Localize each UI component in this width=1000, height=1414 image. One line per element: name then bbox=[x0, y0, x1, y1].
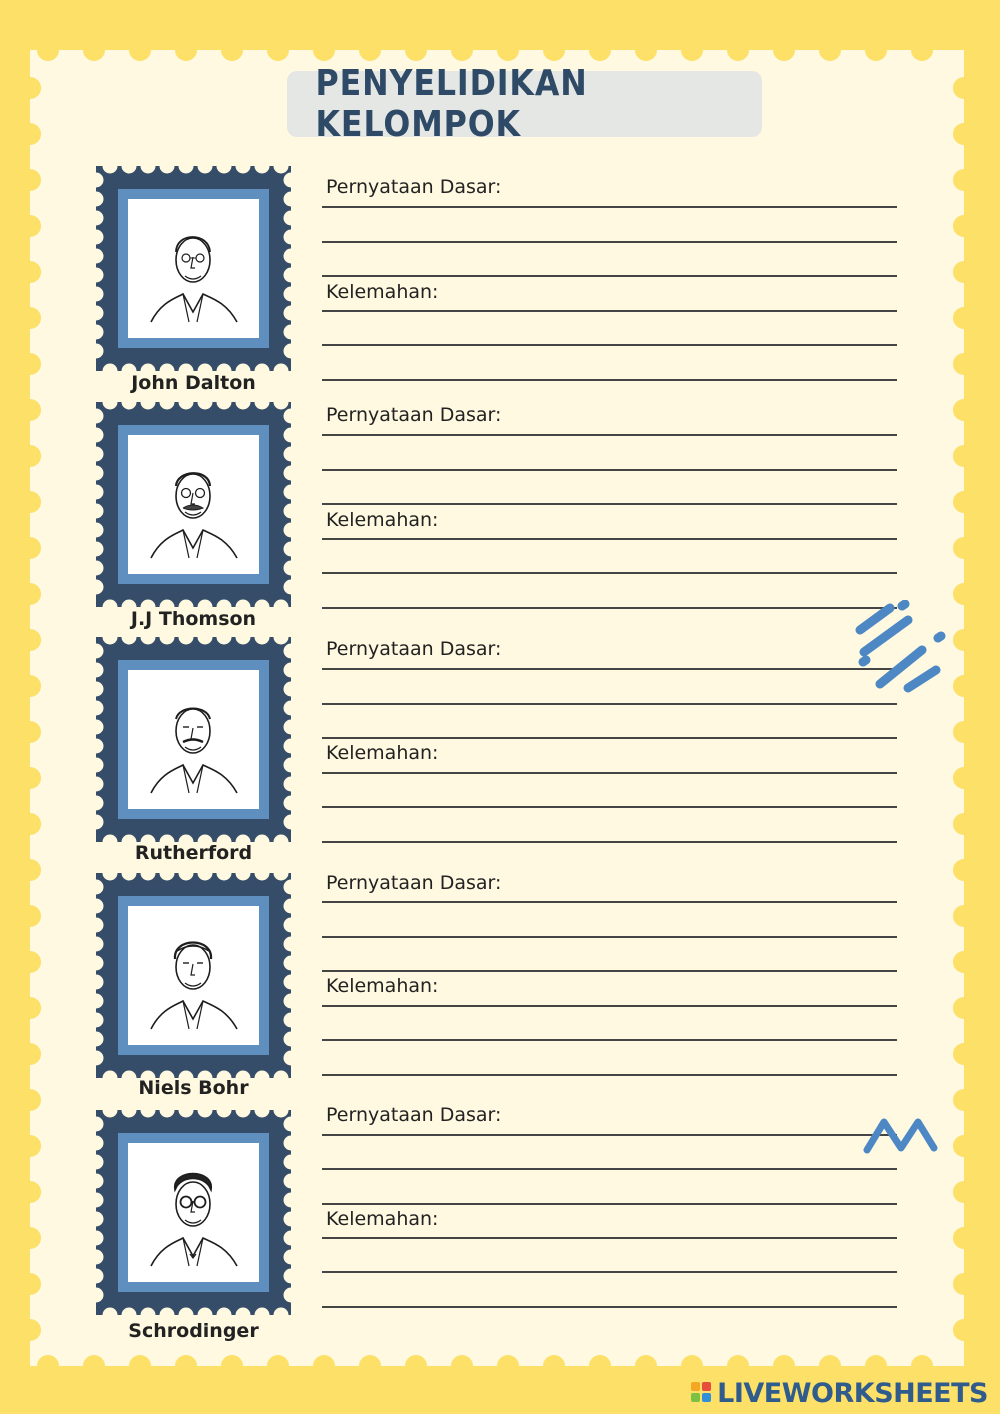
scientist-name: John Dalton bbox=[131, 372, 256, 394]
scallop-notch bbox=[543, 1355, 565, 1377]
scallop-notch bbox=[681, 39, 703, 61]
scientist-stamp bbox=[96, 873, 291, 1078]
scallop-notch bbox=[313, 1355, 335, 1377]
weakness-label: Kelemahan: bbox=[326, 281, 439, 303]
scallop-notch bbox=[865, 39, 887, 61]
scallop-notch bbox=[359, 1355, 381, 1377]
scallop-notch bbox=[19, 307, 41, 329]
scallop-notch bbox=[19, 813, 41, 835]
scallop-notch bbox=[221, 1355, 243, 1377]
scallop-notch bbox=[727, 1355, 749, 1377]
scallop-notch bbox=[953, 1227, 975, 1249]
liveworksheets-logo-icon bbox=[691, 1382, 713, 1404]
scallop-notch bbox=[19, 951, 41, 973]
scallop-notch bbox=[19, 721, 41, 743]
page-title: PENYELIDIKAN KELOMPOK bbox=[315, 63, 588, 145]
scallop-notch bbox=[19, 905, 41, 927]
answer-line[interactable] bbox=[322, 806, 897, 808]
answer-line[interactable] bbox=[322, 503, 897, 505]
weakness-label: Kelemahan: bbox=[326, 975, 439, 997]
scallop-notch bbox=[19, 1181, 41, 1203]
answer-line[interactable] bbox=[322, 572, 897, 574]
answer-line[interactable] bbox=[322, 379, 897, 381]
scallop-notch bbox=[953, 813, 975, 835]
scallop-notch bbox=[19, 399, 41, 421]
scallop-notch bbox=[19, 997, 41, 1019]
answer-line[interactable] bbox=[322, 275, 897, 277]
scallop-notch bbox=[19, 445, 41, 467]
scallop-notch bbox=[497, 1355, 519, 1377]
scallop-notch bbox=[19, 1227, 41, 1249]
scallop-notch bbox=[953, 767, 975, 789]
scallop-notch bbox=[865, 1355, 887, 1377]
scallop-notch bbox=[37, 39, 59, 61]
scallop-notch bbox=[953, 1273, 975, 1295]
answer-line[interactable] bbox=[322, 310, 897, 312]
basic-statement-label: Pernyataan Dasar: bbox=[326, 872, 502, 894]
scientist-stamp bbox=[96, 1110, 291, 1315]
scallop-notch bbox=[953, 859, 975, 881]
scallop-notch bbox=[635, 39, 657, 61]
answer-line[interactable] bbox=[322, 538, 897, 540]
zigzag-decoration-icon bbox=[862, 1114, 940, 1156]
scallop-notch bbox=[19, 859, 41, 881]
scallop-notch bbox=[451, 39, 473, 61]
scientist-stamp bbox=[96, 637, 291, 842]
scallop-notch bbox=[773, 1355, 795, 1377]
scallop-notch bbox=[175, 39, 197, 61]
scallop-notch bbox=[953, 629, 975, 651]
answer-line[interactable] bbox=[322, 703, 897, 705]
liveworksheets-brand bbox=[691, 1378, 988, 1408]
scallop-notch bbox=[953, 77, 975, 99]
scallop-notch bbox=[19, 1319, 41, 1341]
answer-line[interactable] bbox=[322, 772, 897, 774]
scallop-notch bbox=[83, 39, 105, 61]
scallop-notch bbox=[953, 997, 975, 1019]
scallop-notch bbox=[19, 1089, 41, 1111]
scallop-notch bbox=[635, 1355, 657, 1377]
scallop-notch bbox=[953, 445, 975, 467]
scallop-notch bbox=[953, 905, 975, 927]
title-banner bbox=[287, 63, 762, 145]
scallop-notch bbox=[953, 537, 975, 559]
scallop-notch bbox=[221, 39, 243, 61]
brand-name: LIVEWORKSHEETS bbox=[717, 1377, 988, 1409]
scallop-notch bbox=[405, 1355, 427, 1377]
weakness-label: Kelemahan: bbox=[326, 509, 439, 531]
answer-line[interactable] bbox=[322, 344, 897, 346]
scientist-stamp bbox=[96, 166, 291, 371]
scallop-notch bbox=[953, 1043, 975, 1065]
answer-line[interactable] bbox=[322, 206, 897, 208]
scallop-notch bbox=[589, 1355, 611, 1377]
basic-statement-label: Pernyataan Dasar: bbox=[326, 1104, 502, 1126]
answer-line[interactable] bbox=[322, 936, 897, 938]
scallop-notch bbox=[175, 1355, 197, 1377]
scallop-notch bbox=[953, 1089, 975, 1111]
scallop-notch bbox=[359, 39, 381, 61]
scallop-notch bbox=[313, 39, 335, 61]
scallop-notch bbox=[953, 951, 975, 973]
scallop-notch bbox=[953, 1181, 975, 1203]
scallop-notch bbox=[953, 583, 975, 605]
scallop-notch bbox=[83, 1355, 105, 1377]
scallop-notch bbox=[19, 491, 41, 513]
basic-statement-label: Pernyataan Dasar: bbox=[326, 176, 502, 198]
scallop-notch bbox=[19, 353, 41, 375]
answer-line[interactable] bbox=[322, 1203, 897, 1205]
scallop-notch bbox=[19, 1135, 41, 1157]
scallop-notch bbox=[953, 123, 975, 145]
answer-line[interactable] bbox=[322, 434, 897, 436]
scallop-notch bbox=[19, 537, 41, 559]
answer-line[interactable] bbox=[322, 668, 897, 670]
scallop-notch bbox=[405, 39, 427, 61]
scallop-notch bbox=[267, 39, 289, 61]
scallop-notch bbox=[819, 1355, 841, 1377]
answer-line[interactable] bbox=[322, 1074, 897, 1076]
scallop-notch bbox=[953, 215, 975, 237]
scallop-notch bbox=[129, 1355, 151, 1377]
answer-line[interactable] bbox=[322, 1237, 897, 1239]
scallop-notch bbox=[19, 169, 41, 191]
scallop-notch bbox=[953, 491, 975, 513]
scallop-notch bbox=[267, 1355, 289, 1377]
answer-line[interactable] bbox=[322, 970, 897, 972]
answer-line[interactable] bbox=[322, 1306, 897, 1308]
scallop-notch bbox=[727, 39, 749, 61]
answer-line[interactable] bbox=[322, 241, 897, 243]
basic-statement-label: Pernyataan Dasar: bbox=[326, 638, 502, 660]
scientist-name: Schrodinger bbox=[128, 1320, 259, 1342]
scallop-notch bbox=[953, 261, 975, 283]
answer-line[interactable] bbox=[322, 1271, 897, 1273]
scallop-notch bbox=[953, 399, 975, 421]
scallop-notch bbox=[911, 39, 933, 61]
scallop-notch bbox=[19, 215, 41, 237]
scallop-notch bbox=[451, 1355, 473, 1377]
scallop-notch bbox=[497, 39, 519, 61]
answer-line[interactable] bbox=[322, 1039, 897, 1041]
scallop-notch bbox=[19, 261, 41, 283]
scallop-notch bbox=[129, 39, 151, 61]
scallop-notch bbox=[953, 169, 975, 191]
answer-line[interactable] bbox=[322, 607, 897, 609]
weakness-label: Kelemahan: bbox=[326, 1208, 439, 1230]
answer-line[interactable] bbox=[322, 841, 897, 843]
scallop-notch bbox=[19, 675, 41, 697]
scallop-notch bbox=[773, 39, 795, 61]
scallop-notch bbox=[19, 1043, 41, 1065]
scallop-notch bbox=[37, 1355, 59, 1377]
scallop-notch bbox=[953, 1135, 975, 1157]
scallop-notch bbox=[953, 675, 975, 697]
scallop-notch bbox=[819, 39, 841, 61]
scientist-name: Rutherford bbox=[134, 842, 253, 864]
scallop-notch bbox=[953, 307, 975, 329]
answer-line[interactable] bbox=[322, 737, 897, 739]
scallop-notch bbox=[19, 767, 41, 789]
scallop-notch bbox=[911, 1355, 933, 1377]
scallop-notch bbox=[543, 39, 565, 61]
answer-line[interactable] bbox=[322, 1005, 897, 1007]
scallop-notch bbox=[19, 77, 41, 99]
weakness-label: Kelemahan: bbox=[326, 742, 439, 764]
scallop-notch bbox=[953, 1319, 975, 1341]
scallop-notch bbox=[953, 721, 975, 743]
scallop-notch bbox=[681, 1355, 703, 1377]
scallop-notch bbox=[589, 39, 611, 61]
scientist-name: Niels Bohr bbox=[138, 1077, 249, 1099]
answer-line[interactable] bbox=[322, 469, 897, 471]
scientist-name: J.J Thomson bbox=[130, 608, 257, 630]
scallop-notch bbox=[19, 629, 41, 651]
scallop-notch bbox=[19, 1273, 41, 1295]
answer-line[interactable] bbox=[322, 1168, 897, 1170]
scallop-notch bbox=[953, 353, 975, 375]
scientist-stamp bbox=[96, 402, 291, 607]
answer-line[interactable] bbox=[322, 1134, 897, 1136]
dash-lines-decoration-icon bbox=[850, 600, 950, 695]
answer-line[interactable] bbox=[322, 901, 897, 903]
scallop-notch bbox=[19, 123, 41, 145]
scallop-notch bbox=[19, 583, 41, 605]
basic-statement-label: Pernyataan Dasar: bbox=[326, 404, 502, 426]
